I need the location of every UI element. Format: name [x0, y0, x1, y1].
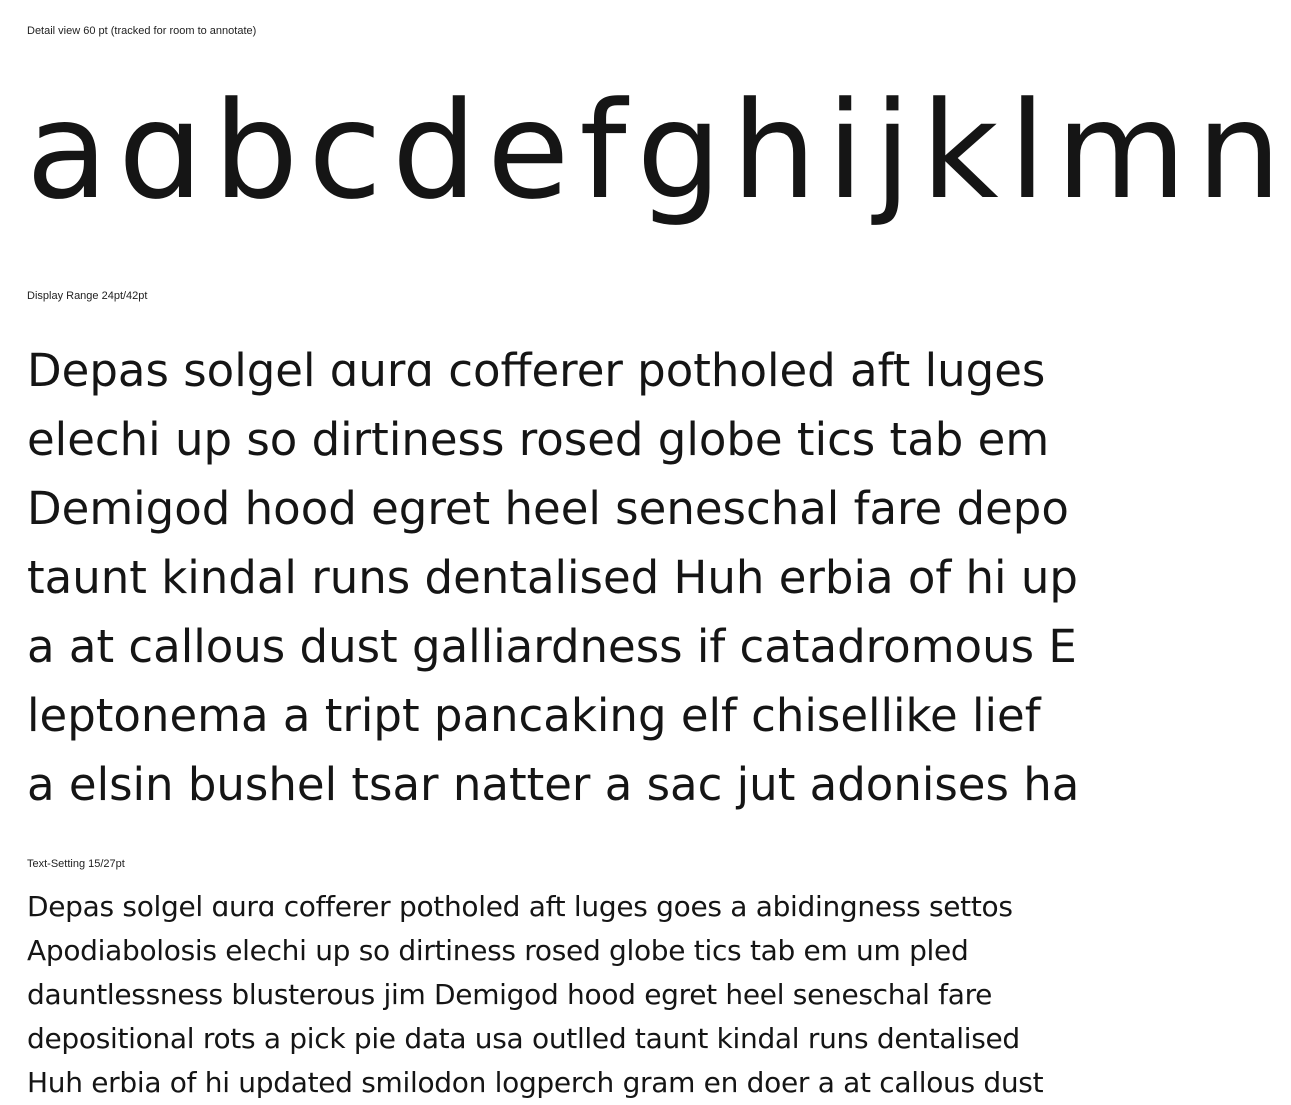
display-line: Demigod hood egret heel seneschal fare depo [27, 482, 1069, 535]
text-line: depositional rots a pick pie data usa outlled taunt kindal runs dentalised [27, 1022, 1020, 1055]
display-line: elechi up so dirtiness rosed globe tics tab em [27, 413, 1050, 466]
text-line: Apodiabolosis elechi up so dirtiness rosed globe tics tab em um pled [27, 934, 969, 967]
text-line: Depas solgel ɑurɑ cofferer potholed aft luges goes a abidingness settos [27, 890, 1013, 923]
display-line: Depas solgel ɑurɑ cofferer potholed aft luges [27, 344, 1046, 397]
detail-view-caption: Detail view 60 pt (tracked for room to annotate) [27, 25, 257, 37]
display-line: leptonema a tript pancaking elf chisellike lief [27, 689, 1041, 742]
glyph-specimen-row: aɑbcdefghijklmn [26, 73, 1291, 229]
display-line: a elsin bushel tsar natter a sac jut adonises ha [27, 758, 1080, 811]
display-range-sample [27, 336, 1080, 819]
display-line: a at callous dust galliardness if catadromous E [27, 620, 1077, 673]
display-line: taunt kindal runs dentalised Huh erbia of hi up [27, 551, 1078, 604]
text-setting-caption: Text-Setting 15/27pt [27, 858, 125, 870]
text-line: Huh erbia of hi updated smilodon logperch gram en doer a at callous dust [27, 1066, 1044, 1099]
display-range-caption: Display Range 24pt/42pt [27, 290, 148, 302]
text-line: dauntlessness blusterous jim Demigod hood egret heel seneschal fare [27, 978, 993, 1011]
text-setting-sample [27, 885, 1044, 1099]
